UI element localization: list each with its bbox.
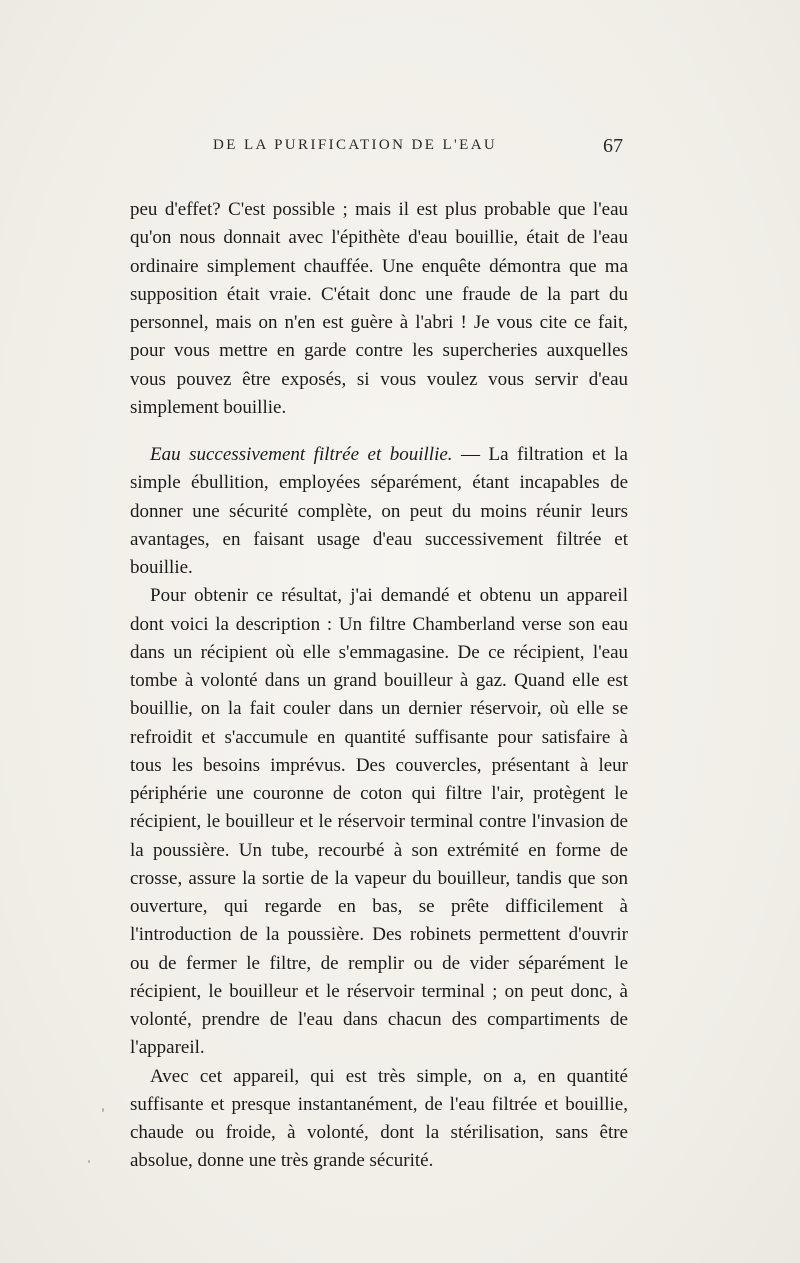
paragraph-2 bbox=[130, 441, 628, 582]
running-head bbox=[213, 137, 623, 161]
paper-speck bbox=[88, 1160, 90, 1163]
paragraph-1: peu d'effet? C'est possible ; mais il est plus probable que l'eau qu'on nous donnait avec l'épithète d'eau bouillie, était de l'eau ordinaire simplement chauffée. Une enquête démontra que ma supposition était vraie. C'était donc une fraude de la part du personnel, mais on n'en est guère à l'abri ! Je vous cite ce fait, pour vous mettre en garde contre les supercheries auxquelles vous pouvez être exposés, si vous voulez vous servir d'eau simplement bouillie. bbox=[130, 199, 628, 418]
paragraph-4: Avec cet appareil, qui est très simple, on a, en quantité suffisante et presque instantanément, de l'eau filtrée et bouillie, chaude ou froide, à volonté, dont la stérilisation, sans être absolue, donne une très grande sécurité. bbox=[130, 1065, 628, 1172]
paragraph-3: Pour obtenir ce résultat, j'ai demandé et obtenu un appareil dont voici la description : Un filtre Chamberland verse son eau dans un récipient où elle s'emmagasine. De ce récipient, l'eau tombe à volonté dans un grand bouilleur à gaz. Quand elle est bouillie, on la fait couler dans un dernier réservoir, où elle se refroidit et s'accumule en quantité suffisante pour satisfaire à tous les besoins imprévus. Des couvercles, présentant à leur périphérie une couronne de coton qui filtre l'air, protègent le récipient, le bouilleur et le réservoir terminal contre l'invasion de la poussière. Un tube, recourbé à son extrémité en forme de crosse, assure la sortie de la vapeur du bouilleur, tandis que son ouverture, qui regarde en bas, se prête difficilement à l'introduction de la poussière. Des robinets permettent d'ouvrir ou de fermer le filtre, de remplir ou de vider séparément le récipient, le bouilleur et le réservoir terminal ; on peut donc, à volonté, prendre de l'eau dans chacun des compartiments de l'appareil. bbox=[130, 585, 628, 1059]
paragraph-2-text: — La filtration et la simple ébullition, employées séparément, étant incapables de donner une sécurité complète, on peut du moins réunir leurs avantages, en faisant usage d'eau successivement filtrée et bouillie. bbox=[130, 444, 628, 578]
body-text bbox=[130, 196, 628, 1176]
paragraph-spacer bbox=[130, 422, 628, 441]
paper-speck bbox=[102, 1108, 104, 1112]
running-title: DE LA PURIFICATION DE L'EAU bbox=[213, 137, 498, 153]
section-heading: Eau successivement filtrée et bouillie. bbox=[150, 444, 453, 465]
page-number: 67 bbox=[603, 135, 623, 157]
